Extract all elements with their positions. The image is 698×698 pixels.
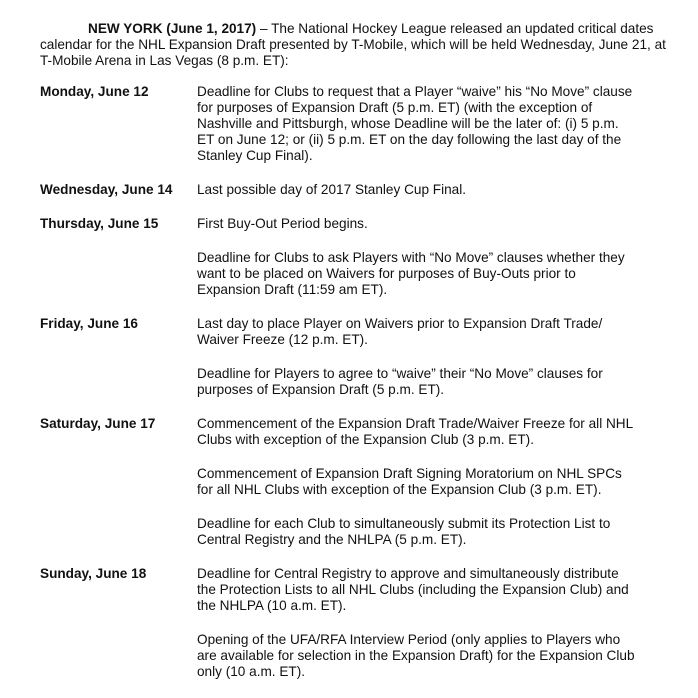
entry-items	[197, 182, 637, 198]
entry-item: Commencement of Expansion Draft Signing Moratorium on NHL SPCs for all NHL Clubs with exception of the Expansion Club (3 p.m. ET).	[197, 466, 622, 497]
entry-item: Commencement of the Expansion Draft Trade/Waiver Freeze for all NHL Clubs with exception of the Expansion Club (3 p.m. ET).	[197, 416, 633, 447]
critical-dates-list	[40, 84, 680, 698]
entry-item: Last possible day of 2017 Stanley Cup Final.	[197, 182, 467, 197]
entry-item: Last day to place Player on Waivers prior to Expansion Draft Trade/ Waiver Freeze (12 p.m. ET).	[197, 316, 603, 347]
entry-item: Deadline for Clubs to ask Players with “No Move” clauses whether they want to be placed on Waivers for purposes of Buy-Outs prior to Expansion Draft (11:59 am ET).	[197, 250, 625, 297]
entry-item: Deadline for Clubs to request that a Player “waive” his “No Move” clause for purposes of Expansion Draft (5 p.m. ET) (with the exception of Nashville and Pittsburgh, whose Deadline will be the later of: (i) 5 p.m. ET on June 12; or (ii) 5 p.m. ET on the day following the last day of the Stanley Cup Final).	[197, 84, 633, 163]
date-entry	[40, 316, 680, 398]
entry-day: Sunday, June 18	[40, 566, 147, 581]
entry-day: Friday, June 16	[40, 316, 138, 331]
date-entry	[40, 216, 680, 298]
entry-day: Saturday, June 17	[40, 416, 156, 431]
date-entry	[40, 84, 680, 164]
entry-items	[197, 216, 637, 298]
entry-items	[197, 566, 637, 680]
entry-item: Deadline for each Club to simultaneously submit its Protection List to Central Registry and the NHLPA (5 p.m. ET).	[197, 516, 611, 547]
entry-items	[197, 316, 637, 398]
entry-items	[197, 416, 637, 548]
dateline: NEW YORK (June 1, 2017)	[88, 21, 257, 36]
entry-item: Opening of the UFA/RFA Interview Period (only applies to Players who are available for selection in the Expansion Draft) for the Expansion Club only (10 a.m. ET).	[197, 632, 635, 679]
date-entry	[40, 566, 680, 680]
entry-item: First Buy-Out Period begins.	[197, 216, 368, 231]
entry-day: Wednesday, June 14	[40, 182, 173, 197]
entry-item: Deadline for Central Registry to approve and simultaneously distribute the Protection Lists to all NHL Clubs (including the Expansion Club) and the NHLPA (10 a.m. ET).	[197, 566, 629, 613]
date-entry	[40, 416, 680, 548]
intro-text: – The National Hockey League released an updated critical dates calendar for the NHL Expansion Draft presented by T-Mobile, which will be held Wednesday, June 21, at T-Mobile Arena in Las Vegas (8 p.m. ET):	[40, 21, 666, 68]
entry-day: Thursday, June 15	[40, 216, 159, 231]
entry-day: Monday, June 12	[40, 84, 149, 99]
intro-paragraph	[40, 21, 680, 69]
entry-item: Deadline for Players to agree to “waive” their “No Move” clauses for purposes of Expansion Draft (5 p.m. ET).	[197, 366, 603, 397]
date-entry	[40, 182, 680, 198]
entry-items	[197, 84, 637, 164]
